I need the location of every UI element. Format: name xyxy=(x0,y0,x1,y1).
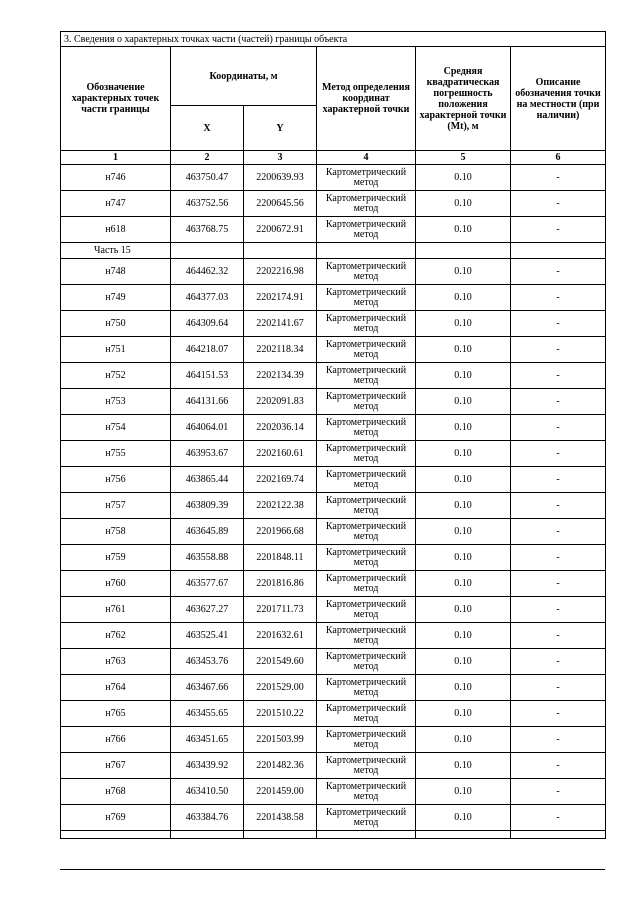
method xyxy=(317,337,416,363)
coord-x: 463768.75 xyxy=(171,217,244,243)
coord-y: 2200672.91 xyxy=(244,217,317,243)
error-value: 0.10 xyxy=(416,649,511,675)
error-value: 0.10 xyxy=(416,675,511,701)
coord-y: 2202174.91 xyxy=(244,285,317,311)
table-row xyxy=(61,363,606,389)
method-line: Картометрический xyxy=(325,166,407,178)
coord-y: 2201848.11 xyxy=(244,545,317,571)
error-value: 0.10 xyxy=(416,597,511,623)
coord-x: 463865.44 xyxy=(171,467,244,493)
method-line: Картометрический xyxy=(325,468,407,480)
table-row xyxy=(61,311,606,337)
point-id: н746 xyxy=(61,165,171,191)
coord-x: 463953.67 xyxy=(171,441,244,467)
method-line: Картометрический xyxy=(325,218,407,230)
coord-y: 2201632.61 xyxy=(244,623,317,649)
point-id: н747 xyxy=(61,191,171,217)
error-value: 0.10 xyxy=(416,519,511,545)
method-line: метод xyxy=(353,764,379,776)
point-id: н758 xyxy=(61,519,171,545)
method-line: Картометрический xyxy=(325,754,407,766)
error-value: 0.10 xyxy=(416,701,511,727)
point-id: н768 xyxy=(61,779,171,805)
point-description: - xyxy=(511,597,606,623)
table-row xyxy=(61,701,606,727)
method xyxy=(317,753,416,779)
point-id: н752 xyxy=(61,363,171,389)
error-value: 0.10 xyxy=(416,779,511,805)
method xyxy=(317,675,416,701)
table-row xyxy=(61,519,606,545)
method-line: Картометрический xyxy=(325,416,407,428)
method-line: метод xyxy=(353,790,379,802)
error-value: 0.10 xyxy=(416,191,511,217)
method-line: Картометрический xyxy=(325,702,407,714)
method-line: Картометрический xyxy=(325,598,407,610)
method xyxy=(317,493,416,519)
table-row xyxy=(61,191,606,217)
error-value: 0.10 xyxy=(416,285,511,311)
error-value: 0.10 xyxy=(416,259,511,285)
error-value: 0.10 xyxy=(416,389,511,415)
method-line: метод xyxy=(353,686,379,698)
coord-y: 2202036.14 xyxy=(244,415,317,441)
point-id: н757 xyxy=(61,493,171,519)
method xyxy=(317,649,416,675)
method-line: Картометрический xyxy=(325,442,407,454)
method-line: Картометрический xyxy=(325,312,407,324)
header-designation: Обозначение характерных точек части границы xyxy=(61,47,171,151)
point-id: н749 xyxy=(61,285,171,311)
point-description: - xyxy=(511,285,606,311)
error-value: 0.10 xyxy=(416,441,511,467)
coord-y: 2202216.98 xyxy=(244,259,317,285)
coord-y: 2201711.73 xyxy=(244,597,317,623)
method-line: Картометрический xyxy=(325,390,407,402)
table-row xyxy=(61,779,606,805)
header-error: Средняя квадратическая погрешность положения характерной точки (Mt), м xyxy=(416,47,511,151)
method xyxy=(317,519,416,545)
point-description: - xyxy=(511,805,606,831)
coord-x: 464462.32 xyxy=(171,259,244,285)
method-line: Картометрический xyxy=(325,728,407,740)
error-value: 0.10 xyxy=(416,571,511,597)
table-row xyxy=(61,467,606,493)
method-line: метод xyxy=(353,374,379,386)
point-id: н756 xyxy=(61,467,171,493)
header-x: X xyxy=(171,106,244,151)
point-id: н763 xyxy=(61,649,171,675)
method-line: метод xyxy=(353,322,379,334)
method-line: метод xyxy=(353,176,379,188)
point-description: - xyxy=(511,571,606,597)
point-description: - xyxy=(511,623,606,649)
table-row xyxy=(61,389,606,415)
method-line: метод xyxy=(353,202,379,214)
method xyxy=(317,727,416,753)
coord-x: 464064.01 xyxy=(171,415,244,441)
boundary-points-table xyxy=(60,31,606,839)
method-line: Картометрический xyxy=(325,364,407,376)
error-value: 0.10 xyxy=(416,493,511,519)
method-line: Картометрический xyxy=(325,338,407,350)
coord-y: 2202160.61 xyxy=(244,441,317,467)
table-row xyxy=(61,165,606,191)
point-description: - xyxy=(511,779,606,805)
point-description: - xyxy=(511,337,606,363)
error-value: 0.10 xyxy=(416,545,511,571)
part-row xyxy=(61,243,606,259)
method-line: метод xyxy=(353,556,379,568)
coord-x: 463525.41 xyxy=(171,623,244,649)
table-row xyxy=(61,623,606,649)
method-line: метод xyxy=(353,400,379,412)
coord-y: 2201529.00 xyxy=(244,675,317,701)
method xyxy=(317,571,416,597)
table-row xyxy=(61,441,606,467)
method-line: Картометрический xyxy=(325,192,407,204)
coord-x: 463809.39 xyxy=(171,493,244,519)
method xyxy=(317,441,416,467)
coord-y: 2200639.93 xyxy=(244,165,317,191)
table-row xyxy=(61,493,606,519)
method xyxy=(317,389,416,415)
coord-y: 2201510.22 xyxy=(244,701,317,727)
point-id: н765 xyxy=(61,701,171,727)
table-row xyxy=(61,545,606,571)
method xyxy=(317,701,416,727)
coord-y: 2201459.00 xyxy=(244,779,317,805)
coord-x: 463451.65 xyxy=(171,727,244,753)
coord-y: 2202091.83 xyxy=(244,389,317,415)
point-id: н750 xyxy=(61,311,171,337)
point-description: - xyxy=(511,441,606,467)
coord-y: 2201438.58 xyxy=(244,805,317,831)
point-id: н618 xyxy=(61,217,171,243)
coord-y: 2201503.99 xyxy=(244,727,317,753)
coord-y: 2200645.56 xyxy=(244,191,317,217)
point-id: н755 xyxy=(61,441,171,467)
header-description: Описание обозначения точки на местности (при наличии) xyxy=(511,47,606,151)
method xyxy=(317,805,416,831)
table-row xyxy=(61,597,606,623)
error-value: 0.10 xyxy=(416,337,511,363)
method-line: метод xyxy=(353,530,379,542)
point-id: н769 xyxy=(61,805,171,831)
method-line: метод xyxy=(353,296,379,308)
coord-x: 463577.67 xyxy=(171,571,244,597)
error-value: 0.10 xyxy=(416,217,511,243)
method-line: метод xyxy=(353,478,379,490)
point-id: н766 xyxy=(61,727,171,753)
section-title: 3. Сведения о характерных точках части (частей) границы объекта xyxy=(61,32,606,47)
point-description: - xyxy=(511,467,606,493)
method-line: метод xyxy=(353,228,379,240)
method-line: метод xyxy=(353,660,379,672)
point-id: н762 xyxy=(61,623,171,649)
column-number: 6 xyxy=(511,151,606,165)
column-number: 2 xyxy=(171,151,244,165)
point-description: - xyxy=(511,165,606,191)
column-number: 1 xyxy=(61,151,171,165)
column-number: 5 xyxy=(416,151,511,165)
method-line: метод xyxy=(353,426,379,438)
method-line: Картометрический xyxy=(325,520,407,532)
header-y: Y xyxy=(244,106,317,151)
coord-y: 2202122.38 xyxy=(244,493,317,519)
header-coordinates: Координаты, м xyxy=(171,47,317,106)
point-id: н767 xyxy=(61,753,171,779)
coord-x: 463467.66 xyxy=(171,675,244,701)
method xyxy=(317,467,416,493)
coord-x: 463627.27 xyxy=(171,597,244,623)
method-line: Картометрический xyxy=(325,650,407,662)
coord-y: 2201966.68 xyxy=(244,519,317,545)
coord-x: 463750.47 xyxy=(171,165,244,191)
coord-x: 464309.64 xyxy=(171,311,244,337)
coord-x: 464131.66 xyxy=(171,389,244,415)
method-line: метод xyxy=(353,582,379,594)
error-value: 0.10 xyxy=(416,467,511,493)
footer-divider xyxy=(60,869,605,870)
table-row xyxy=(61,259,606,285)
point-description: - xyxy=(511,415,606,441)
coord-x: 463453.76 xyxy=(171,649,244,675)
table-row xyxy=(61,285,606,311)
method-line: метод xyxy=(353,634,379,646)
point-id: н759 xyxy=(61,545,171,571)
point-description: - xyxy=(511,701,606,727)
table-row xyxy=(61,415,606,441)
method xyxy=(317,285,416,311)
point-description: - xyxy=(511,389,606,415)
method xyxy=(317,259,416,285)
point-description: - xyxy=(511,675,606,701)
point-id: н761 xyxy=(61,597,171,623)
point-description: - xyxy=(511,519,606,545)
coord-y: 2201549.60 xyxy=(244,649,317,675)
table-row xyxy=(61,649,606,675)
coord-x: 464218.07 xyxy=(171,337,244,363)
table-end-row xyxy=(61,831,606,839)
point-description: - xyxy=(511,727,606,753)
coord-y: 2201816.86 xyxy=(244,571,317,597)
coord-x: 464377.03 xyxy=(171,285,244,311)
coord-y: 2201482.36 xyxy=(244,753,317,779)
point-description: - xyxy=(511,311,606,337)
point-id: н753 xyxy=(61,389,171,415)
method-line: Картометрический xyxy=(325,494,407,506)
method xyxy=(317,779,416,805)
point-description: - xyxy=(511,191,606,217)
method-line: метод xyxy=(353,608,379,620)
table-row xyxy=(61,805,606,831)
method xyxy=(317,311,416,337)
method xyxy=(317,415,416,441)
table-row xyxy=(61,675,606,701)
method xyxy=(317,363,416,389)
coord-y: 2202141.67 xyxy=(244,311,317,337)
point-description: - xyxy=(511,545,606,571)
method xyxy=(317,191,416,217)
coord-x: 463439.92 xyxy=(171,753,244,779)
coord-x: 463558.88 xyxy=(171,545,244,571)
coord-x: 463752.56 xyxy=(171,191,244,217)
error-value: 0.10 xyxy=(416,805,511,831)
coord-x: 463384.76 xyxy=(171,805,244,831)
point-description: - xyxy=(511,753,606,779)
coord-x: 463410.50 xyxy=(171,779,244,805)
error-value: 0.10 xyxy=(416,165,511,191)
table-row xyxy=(61,337,606,363)
coord-y: 2202118.34 xyxy=(244,337,317,363)
table-row xyxy=(61,217,606,243)
error-value: 0.10 xyxy=(416,363,511,389)
method-line: Картометрический xyxy=(325,546,407,558)
point-id: н751 xyxy=(61,337,171,363)
point-id: н748 xyxy=(61,259,171,285)
method-line: метод xyxy=(353,712,379,724)
method-line: метод xyxy=(353,452,379,464)
point-id: н754 xyxy=(61,415,171,441)
method-line: Картометрический xyxy=(325,624,407,636)
method xyxy=(317,545,416,571)
point-description: - xyxy=(511,493,606,519)
point-id: н760 xyxy=(61,571,171,597)
error-value: 0.10 xyxy=(416,753,511,779)
method xyxy=(317,597,416,623)
method-line: Картометрический xyxy=(325,260,407,272)
method-line: метод xyxy=(353,348,379,360)
point-description: - xyxy=(511,649,606,675)
error-value: 0.10 xyxy=(416,623,511,649)
coord-x: 464151.53 xyxy=(171,363,244,389)
point-description: - xyxy=(511,259,606,285)
method-line: метод xyxy=(353,504,379,516)
method-line: метод xyxy=(353,816,379,828)
part-label: Часть 15 xyxy=(61,243,171,259)
error-value: 0.10 xyxy=(416,727,511,753)
table-row xyxy=(61,727,606,753)
point-description: - xyxy=(511,363,606,389)
column-number: 4 xyxy=(317,151,416,165)
method-line: Картометрический xyxy=(325,286,407,298)
table-row xyxy=(61,753,606,779)
method-line: метод xyxy=(353,270,379,282)
table-row xyxy=(61,571,606,597)
coord-x: 463645.89 xyxy=(171,519,244,545)
coord-y: 2202169.74 xyxy=(244,467,317,493)
method-line: Картометрический xyxy=(325,806,407,818)
document-page xyxy=(60,31,605,839)
point-id: н764 xyxy=(61,675,171,701)
error-value: 0.10 xyxy=(416,311,511,337)
point-description: - xyxy=(511,217,606,243)
column-number: 3 xyxy=(244,151,317,165)
method xyxy=(317,217,416,243)
error-value: 0.10 xyxy=(416,415,511,441)
method-line: метод xyxy=(353,738,379,750)
coord-y: 2202134.39 xyxy=(244,363,317,389)
method xyxy=(317,165,416,191)
method-line: Картометрический xyxy=(325,780,407,792)
method-line: Картометрический xyxy=(325,676,407,688)
header-method: Метод определения координат характерной точки xyxy=(317,47,416,151)
coord-x: 463455.65 xyxy=(171,701,244,727)
method-line: Картометрический xyxy=(325,572,407,584)
method xyxy=(317,623,416,649)
